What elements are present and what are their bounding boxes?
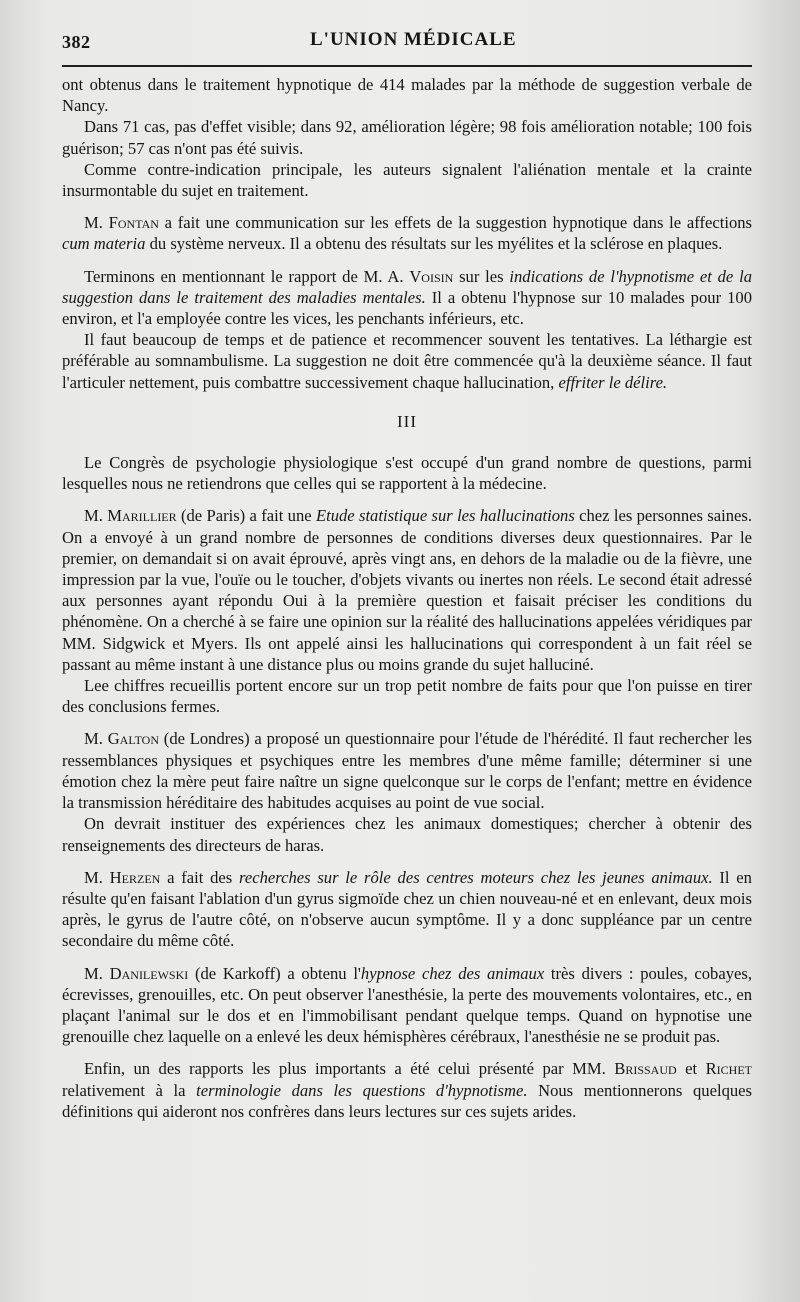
paragraph-text: Dans 71 cas, pas d'effet visible; dans 92, amélioration légère; 98 fois amélioration notable; 100 fois guérison; 57 cas n'ont pas été suivis. [62,117,752,158]
page-number: 382 [62,32,91,52]
paragraph-text: M. [84,729,108,749]
paragraph [62,813,752,855]
paragraph [62,452,752,494]
italic-text: effriter le délire. [558,372,668,392]
paragraph [62,159,752,201]
italic-text: cum materia [62,234,146,254]
paragraph-text: On devrait instituer des expériences chez les animaux domestiques; chercher à obtenir des renseignements des directeurs de haras. [62,814,752,855]
paragraph-text: et [676,1059,706,1079]
author-name: Danilewski [109,963,189,983]
italic-text: indications de l'hypnotisme et de la suggestion dans le traitement des maladies mentales. [62,266,752,307]
section-heading: III [397,411,417,431]
author-name: Galton [107,729,160,749]
paragraph [62,329,752,393]
paragraph [62,116,752,158]
paragraph [62,867,752,952]
paragraph [62,963,752,1048]
paragraph-text: du système nerveux. Il a obtenu des résultats sur les myélites et la sclérose en plaques. [145,234,723,254]
header-rule [62,65,752,67]
paragraph-text: M. [84,867,110,887]
paragraph-text: (de Londres) a proposé un questionnaire pour l'étude de l'hérédité. Il faut rechercher les ressemblances physiques et psychiques entre les membres d'une même famille; déterminer si une émotion chez la mère peut faire naître un signe quelconque sur le corps de l'enfant; mettre en évidence la transmission héréditaire des habitudes acquises au point de vue social. [62,729,752,813]
journal-title: L'UNION MÉDICALE [310,29,517,50]
paragraph [62,74,752,116]
paragraph-text: (de Paris) a fait une [176,506,316,526]
running-header [62,28,752,56]
paragraph-text: sur les [453,266,510,286]
paragraph-text: M. [84,213,109,233]
author-name: Richet [705,1059,752,1079]
italic-text: hypnose chez des animaux [360,963,545,983]
paragraph-text: très divers : poules, cobayes, écrevisses, grenouilles, etc. On peut observer l'anesthésie, la perte des mouvements volontaires, etc., en plaçant l'animal sur le dos et en l'immobilisant pendant quelque temps. Quand on hypnotise une grenouille chez laquelle on a enlevé les deux hémisphères cérébraux, l'anesthésie ne se produit pas. [62,963,752,1047]
paragraph-text: relativement à la [62,1080,197,1100]
paragraph [62,266,752,330]
paragraph-text: Enfin, un des rapports les plus importants a été celui présenté par MM. [84,1059,615,1079]
author-name: Herzen [109,867,161,887]
paragraph-text: Comme contre-indication principale, les auteurs signalent l'aliénation mentale et la crainte insurmontable du sujet en traitement. [62,159,752,201]
paragraph-text: Il faut beaucoup de temps et de patience et recommencer souvent les tentatives. La léthargie est préférable au somnambulisme. La suggestion ne doit être commencée qu'à la deuxième séance. Il faut l'articuler nettement, puis combattre successivement chaque hallucination, [62,330,752,392]
paragraph [62,728,752,813]
paragraph-text: chez les personnes saines. On a envoyé à un grand nombre de personnes de conditions diverses deux questionnaires. Par le premier, on demandait si on avait éprouvé, après vingt ans, en dehors de la maladie ou de la fièvre, une impression par la vue, l'ouïe ou le toucher, d'objets vivants ou inertes non réels. Le second était adressé aux personnes ayant répondu Oui à la première question et faisait préciser les conditions du phénomène. On a cherché à se faire une opinion sur la réalité des hallucinations appelées véridiques par MM. Sidgwick et Myers. Ils ont appelé ainsi les hallucinations qui correspondent à un fait réel se passant au même instant à une distance plus ou moins grande du sujet halluciné. [62,506,752,674]
paragraph-text: M. [84,963,110,983]
paragraph-text: Terminons en mentionnant le rapport de M. A. [84,266,410,286]
paragraph-text: Lee chiffres recueillis portent encore sur un trop petit nombre de faits pour que l'on puisse en tirer des conclusions fermes. [62,676,752,717]
paragraph-text: Le Congrès de psychologie physiologique s'est occupé d'un grand nombre de questions, parmi lesquelles nous ne retiendrons que celles qui se rapportent à la médecine. [62,453,752,494]
italic-text: terminologie dans les questions d'hypnotisme. [196,1080,528,1100]
author-name: Marillier [107,506,177,526]
italic-text: recherches sur le rôle des centres moteurs chez les jeunes animaux. [239,867,713,887]
paragraph-text: a fait une communication sur les effets de la suggestion hypnotique dans le affections [158,213,752,233]
author-name: Fontan [108,213,159,233]
paragraph-text: Il en résulte qu'en faisant l'ablation d'un gyrus sigmoïde chez un chien nouveau-né et en enlevant, deux mois après, le gyrus de l'autre côté, on n'observe aucun symptôme. Il y a donc suppléance par un centre secondaire du même côté. [62,867,752,951]
article-body [62,74,752,1122]
paragraph-text: Nous mentionnerons quelques définitions qui aideront nos confrères dans leurs lectures sur ces sujets arides. [62,1080,752,1121]
paragraph-text: (de Karkoff) a obtenu l' [188,963,361,983]
author-name: Brissaud [614,1059,677,1079]
paragraph-text: ont obtenus dans le traitement hypnotique de 414 malades par la méthode de suggestion verbale de Nancy. [62,75,752,116]
paragraph [62,505,752,675]
author-name: Voisin [409,266,454,286]
paragraph-text: a fait des [160,867,239,887]
paragraph [62,212,752,254]
paragraph-text: Il a obtenu l'hypnose sur 10 malades pour 100 environ, et l'a employée contre les vices, les penchants inférieurs, etc. [62,287,752,329]
italic-text: Etude statistique sur les hallucinations [315,506,575,526]
paragraph-text: M. [84,506,108,526]
paragraph [62,675,752,717]
paragraph [62,1058,752,1122]
